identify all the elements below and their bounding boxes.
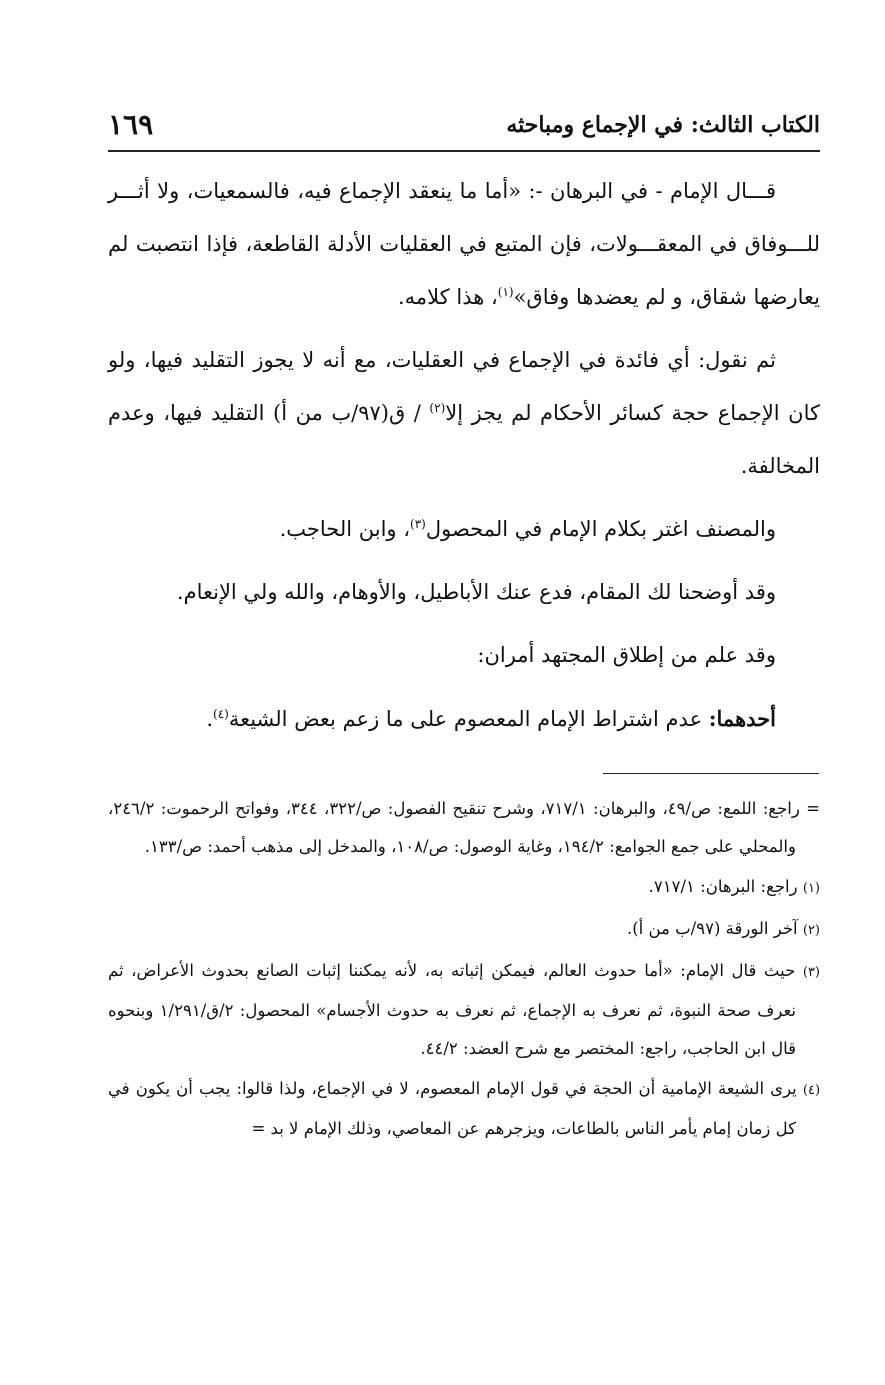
footnote-text: يرى الشيعة الإمامية أن الحجة في قول الإمام المعصوم، لا في الإجماع، ولذا قالوا: يجب أن يكون في كل زمان إمام يأمر الناس بالطاعات، ويزجرهم عن المعاصي، وذلك الإمام لا بد =: [108, 1079, 797, 1138]
footnote-2: [108, 910, 820, 950]
footnote-4: [108, 1070, 820, 1148]
header-divider: [108, 150, 820, 152]
paragraph-tail: .: [206, 707, 213, 731]
paragraph-lead: أحدهما:: [708, 706, 776, 731]
chapter-title: الكتاب الثالث: في الإجماع ومباحثه: [506, 112, 820, 138]
main-text: [108, 165, 820, 756]
paragraph-tail: ، وابن الحاجب.: [279, 517, 411, 541]
running-header: [108, 108, 820, 148]
footnote-number: (١): [802, 881, 820, 896]
paragraph-text: ثم نقول: أي فائدة في الإجماع في العقليات، مع أنه لا يجوز التقليد فيها، ولو كان الإجماع حجة كسائر الأحكام لم يجز إلا: [108, 348, 820, 425]
footnote-text: آخر الورقة (٩٧/ب من أ).: [626, 919, 798, 938]
footnote-continuation: = راجع: اللمع: ص/٤٩، والبرهان: ٧١٧/١، وشرح تنقيح الفصول: ص/٣٢٢، ٣٤٤، وفواتح الرحموت: ٢٤٦/٢، والمحلي على جمع الجوامع: ١٩٤/٢، وغاية الوصول: ص/١٠٨، والمدخل إلى مذهب أحمد: ص/١٣٣.: [108, 799, 820, 856]
footnote-number: (٢): [802, 923, 820, 938]
footnote-ref: (١): [497, 285, 514, 299]
footnote-number: (٤): [802, 1083, 821, 1098]
page-number: ١٦٩: [108, 108, 154, 141]
footnote-text: حيث قال الإمام: «أما حدوث العالم، فيمكن إثباته به، لأنه يمكننا إثبات الصانع بحدوث الأعراض، ثم نعرف صحة النبوة، ثم نعرف به الإجماع، ثم نعرف به حدوث الأجسام» المحصول: ٢/ق/١/٢٩١ وبنحوه قال ابن الحاجب، راجع: المختصر مع شرح العضد: ٤٤/٢.: [108, 961, 796, 1058]
paragraph-text: والمصنف اغتر بكلام الإمام في المحصول: [425, 517, 776, 541]
paragraph-2: [108, 334, 820, 493]
footnote-ref: (٢): [429, 401, 446, 415]
paragraph-1: [108, 165, 820, 324]
paragraph-text: عدم اشتراط الإمام المعصوم على ما زعم بعض الشيعة: [228, 707, 709, 731]
footnote-text: راجع: البرهان: ٧١٧/١.: [648, 877, 798, 896]
paragraph-tail: / ق(٩٧/ب من أ) التقليد فيها، وعدم المخالفة.: [108, 401, 820, 478]
paragraph-text: قـــال الإمام - في البرهان -: «أما ما ينعقد الإجماع فيه، فالسمعيات، ولا أثـــر للـــوفاق في المعقـــولات، فإن المتبع في العقليات الأدلة القاطعة، فإذا انتصبت لم يعارضها شقاق، و لم يعضدها وفاق»: [108, 179, 820, 309]
paragraph-3: [108, 503, 820, 556]
footnote-ref: (٣): [410, 517, 426, 531]
paragraph-4: وقد أوضحنا لك المقام، فدع عنك الأباطيل، والأوهام، والله ولي الإنعام.: [176, 580, 776, 604]
footnote-number: (٣): [802, 965, 820, 980]
footnote-3: [108, 952, 820, 1068]
footnotes: [108, 790, 820, 1150]
paragraph-6: [108, 692, 820, 746]
footnote-divider: [603, 773, 819, 774]
footnote-1: [108, 868, 820, 908]
footnote-ref: (٤): [213, 707, 229, 721]
paragraph-5: وقد علم من إطلاق المجتهد أمران:: [477, 643, 776, 667]
paragraph-tail: ، هذا كلامه.: [397, 285, 498, 309]
